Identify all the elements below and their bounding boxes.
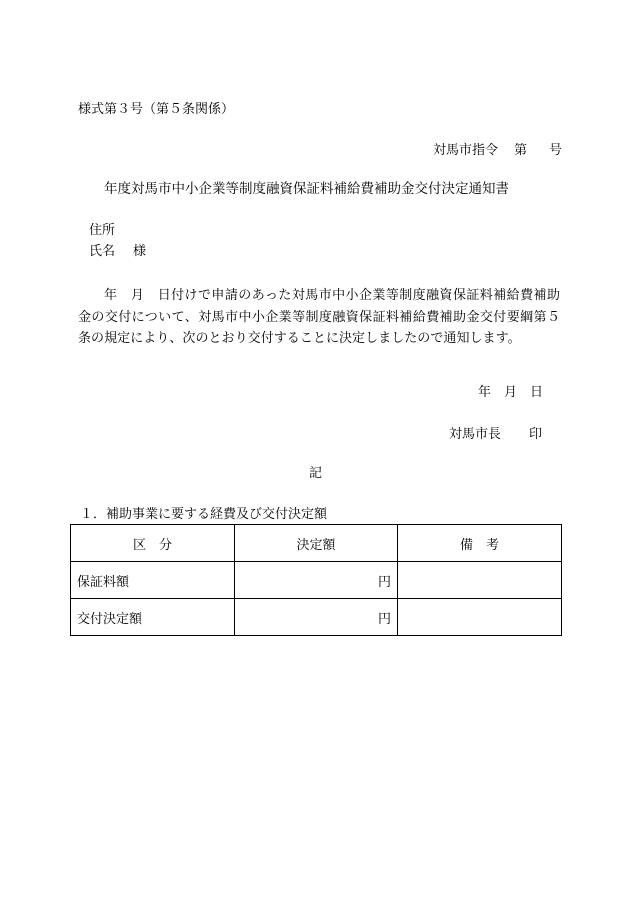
ref-dai: 第: [514, 143, 528, 158]
row-remarks: [398, 562, 562, 599]
name-label: 氏名: [89, 244, 116, 259]
row-label: 保証料額: [71, 562, 235, 599]
table-header-row: [71, 525, 562, 562]
seal-mark: 印: [529, 427, 543, 442]
mayor-signature: [449, 428, 542, 441]
ref-prefix: 対馬市指令: [433, 143, 499, 158]
body-paragraph: 年 月 日付けで申請のあった対馬市中小企業等制度融資保証料補給費補助金の交付について、対馬市中小企業等制度融資保証料補給費補助金交付要綱第５条の規定により、次のとおり交付することに決定しましたので通知します。: [78, 288, 560, 346]
row-label: 交付決定額: [71, 599, 235, 636]
document-title: 年度対馬市中小企業等制度融資保証料補給費補助金交付決定通知書: [104, 181, 509, 197]
reference-number: [433, 144, 562, 157]
mayor-title: 対馬市長: [449, 427, 502, 442]
column-header-remarks: 備 考: [398, 525, 562, 562]
ki-marker: 記: [309, 466, 323, 481]
table-row: [71, 562, 562, 599]
column-header-amount: 決定額: [235, 525, 398, 562]
section-heading: １．補助事業に要する経費及び交付決定額: [80, 507, 328, 522]
grant-table: [70, 524, 562, 636]
column-header-category: 区 分: [71, 525, 235, 562]
table-row: [71, 599, 562, 636]
issue-date: 年 月 日: [478, 385, 544, 400]
row-amount: 円: [235, 599, 398, 636]
row-amount: 円: [235, 562, 398, 599]
address-label: 住所: [89, 223, 116, 238]
name-line: [89, 245, 146, 258]
row-remarks: [398, 599, 562, 636]
form-number: 様式第３号（第５条関係）: [78, 102, 235, 117]
honorific: 様: [133, 244, 147, 259]
ref-go: 号: [549, 143, 563, 158]
